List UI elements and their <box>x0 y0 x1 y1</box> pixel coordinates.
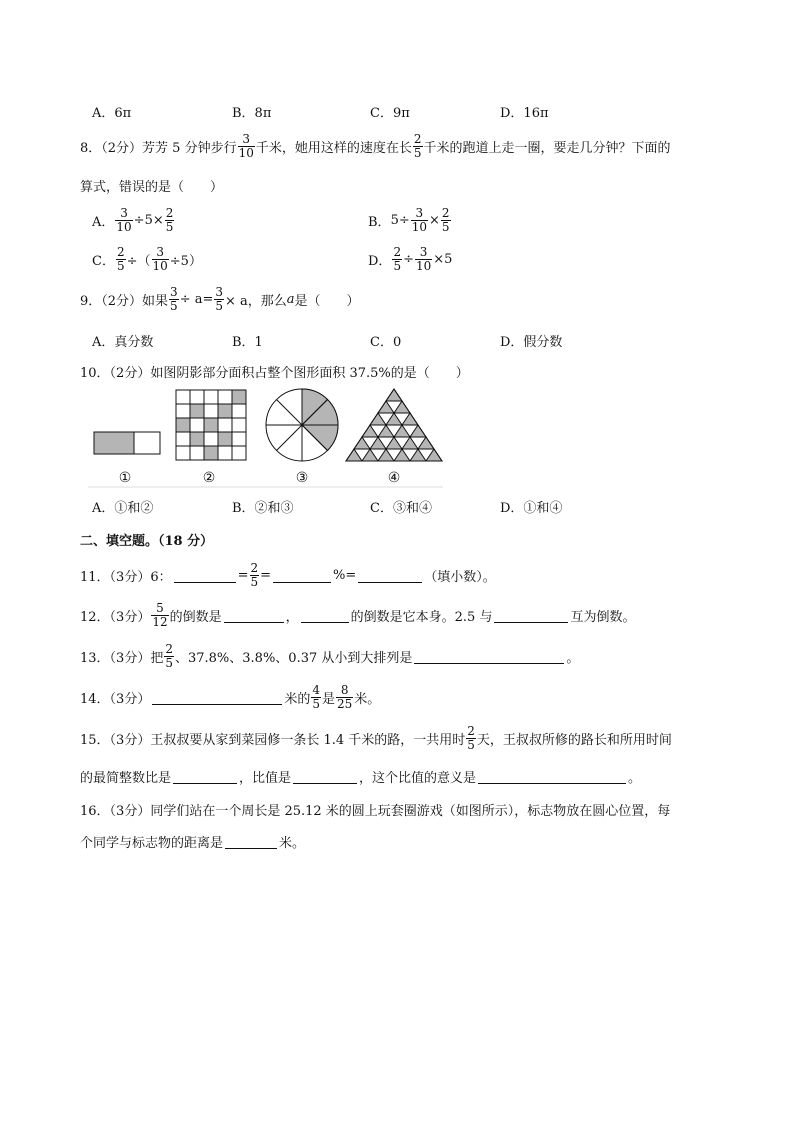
q8-option-c: C． $\frac{2}{5}$ ÷（ $\frac{3}{10}$ ÷5） <box>92 245 202 273</box>
figure-1-label: ① <box>118 470 132 486</box>
question-14: 14．（3分） 米的 $\frac{4}{5}$ 是 $\frac{8}{25}$ 米。 <box>80 683 381 711</box>
question-10-stem: 10．（2分）如图阴影部分面积占整个图形面积 37.5%的是（ ） <box>80 366 469 381</box>
q8-option-b: B． 5÷ $\frac{3}{10}$ × $\frac{2}{5}$ <box>368 206 450 234</box>
figure-4-label: ④ <box>387 470 401 486</box>
figure-2-grid <box>176 390 246 460</box>
question-15-line2: 的最简整数比是 ，比值是 ，这个比值的意义是 。 <box>80 771 642 786</box>
answer-blank[interactable] <box>173 769 237 784</box>
answer-blank[interactable] <box>414 649 564 664</box>
answer-blank[interactable] <box>273 568 331 583</box>
q10-option-d: D．①和④ <box>500 501 563 516</box>
answer-blank[interactable] <box>224 608 284 623</box>
q9-option-b: B．1 <box>232 335 263 350</box>
answer-blank[interactable] <box>225 834 277 849</box>
q7-option-a: A．6π <box>92 106 132 121</box>
question-16-line1: 16．（3分）同学们站在一个周长是 25.12 米的圆上玩套圈游戏（如图所示），标志物放在圆心位置，每 <box>80 804 671 819</box>
q7-option-c: C．9π <box>370 106 410 121</box>
question-15-stem: 15．（3分）王叔叔要从家到菜园修一条长 1.4 千米的路，一共用时 $\frac{2}{5}$ 天，王叔叔所修的路长和所用时间 <box>80 724 672 752</box>
answer-blank[interactable] <box>301 608 349 623</box>
question-13: 13．（3分）把 $\frac{2}{5}$ 、37.8%、3.8%、0.37 从小到大排列是 。 <box>80 642 580 670</box>
q8-option-a: A． $\frac{3}{10}$ ÷5× $\frac{2}{5}$ <box>92 206 174 234</box>
q10-option-c: C．③和④ <box>370 501 432 516</box>
answer-blank[interactable] <box>358 568 422 583</box>
q8-mid: 千米，她用这样的速度在长 <box>255 141 412 156</box>
q8-option-d: D． $\frac{2}{5}$ ÷ $\frac{3}{10}$ ×5 <box>368 245 453 273</box>
question-16-line2: 个同学与标志物的距离是 米。 <box>80 836 306 851</box>
section-2-heading: 二、填空题。（18 分） <box>80 534 214 549</box>
q7-option-d: D．16π <box>500 106 549 121</box>
figure-3-label: ③ <box>295 470 309 486</box>
q8-prefix: 8．（2分）芳芳 5 分钟步行 <box>80 141 237 156</box>
question-9-stem: 9．（2分）如果 $\frac{3}{5}$ ÷ a= $\frac{3}{5}$ × a，那么 a 是（ ） <box>80 285 360 313</box>
figure-4-triangle <box>346 389 442 461</box>
figure-1-rectangle <box>94 432 160 454</box>
q9-option-d: D．假分数 <box>500 335 563 350</box>
fraction: $\frac{2}{5}$ <box>413 132 422 160</box>
question-12: 12．（3分） $\frac{5}{12}$ 的倒数是 ， 的倒数是它本身。2.5 与 互为倒数。 <box>80 601 636 629</box>
q7-option-b: B．8π <box>232 106 272 121</box>
figure-3-circle <box>266 389 338 461</box>
answer-blank[interactable] <box>293 769 357 784</box>
figure-2-label: ② <box>202 470 216 486</box>
answer-blank[interactable] <box>152 690 282 705</box>
answer-blank[interactable] <box>478 769 626 784</box>
answer-blank[interactable] <box>494 608 568 623</box>
q8-suffix: 千米的跑道上走一圈，要走几分钟？下面的 <box>423 141 671 156</box>
q10-option-a: A．①和② <box>92 501 154 516</box>
q9-option-c: C．0 <box>370 335 402 350</box>
fraction: $\frac{3}{10}$ <box>238 132 254 160</box>
question-11: 11．（3分）6： = $\frac{2}{5}$ = %= （填小数）。 <box>80 561 496 589</box>
question-8-line2: 算式，错误的是（ ） <box>80 180 224 195</box>
question-8-stem <box>80 133 671 160</box>
q10-option-b: B．②和③ <box>232 501 294 516</box>
q9-option-a: A．真分数 <box>92 335 154 350</box>
answer-blank[interactable] <box>174 568 236 583</box>
